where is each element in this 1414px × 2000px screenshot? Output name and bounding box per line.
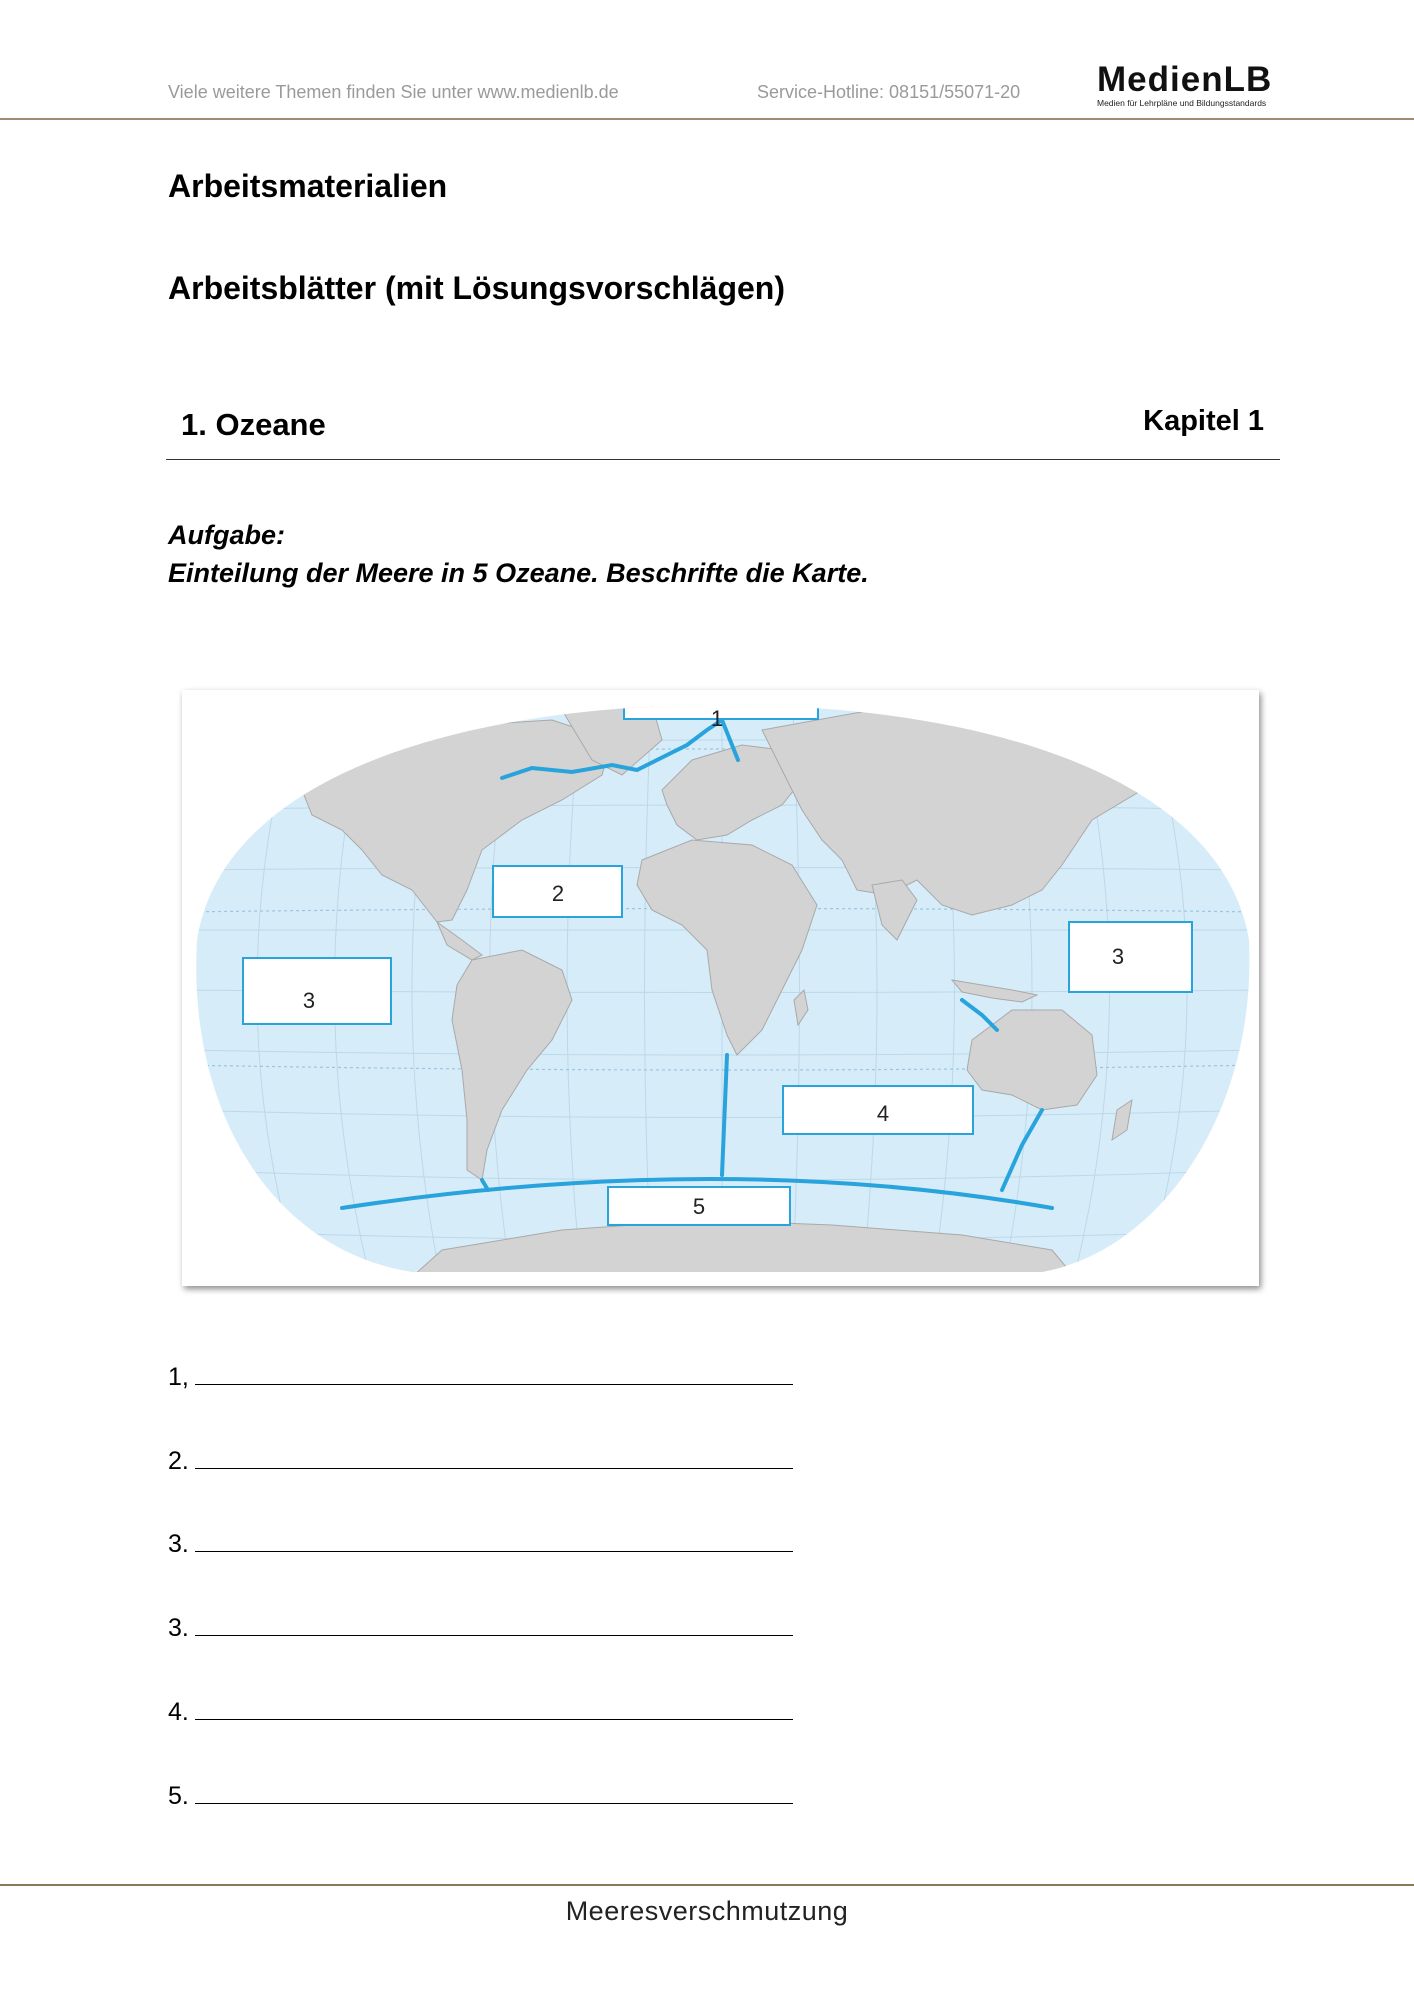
answer-line-1[interactable] (168, 1362, 793, 1392)
answer-blank[interactable] (195, 1613, 793, 1636)
map-label-4: 4 (876, 1101, 890, 1126)
footer-title: Meeresverschmutzung (565, 1896, 849, 1926)
chapter-title: 1. Ozeane (181, 407, 326, 442)
map-label-5: 5 (692, 1194, 706, 1219)
map-label-3-right: 3 (1111, 944, 1125, 969)
label-box-3-right (1069, 922, 1192, 992)
answer-blank[interactable] (195, 1781, 793, 1804)
world-map (182, 690, 1259, 1286)
page-title: Arbeitsmaterialien (168, 168, 448, 204)
task-instruction: Einteilung der Meere in 5 Ozeane. Beschrifte die Karte. (168, 558, 869, 588)
answer-number: 3. (168, 1614, 189, 1642)
answer-blank[interactable] (195, 1529, 793, 1552)
answer-line-2[interactable] (168, 1446, 793, 1476)
page-subtitle: Arbeitsblätter (mit Lösungsvorschlägen) (168, 270, 785, 306)
answer-line-3b[interactable] (168, 1613, 793, 1643)
answer-number: 4. (168, 1698, 189, 1726)
chapter-divider (166, 459, 1280, 460)
chapter-number: Kapitel 1 (1143, 405, 1264, 437)
medienlb-logo (1097, 62, 1289, 108)
footer-divider (0, 1884, 1414, 1886)
answer-line-3a[interactable] (168, 1529, 793, 1559)
answer-line-4[interactable] (168, 1697, 793, 1727)
answer-number: 3. (168, 1530, 189, 1558)
answer-number: 2. (168, 1447, 189, 1475)
arctic-boundary-east (1042, 730, 1062, 745)
answer-blank[interactable] (195, 1697, 793, 1720)
label-box-3-left (243, 958, 391, 1024)
header-website-text: Viele weitere Themen finden Sie unter www.medienlb.de (168, 82, 619, 102)
answer-line-5[interactable] (168, 1781, 793, 1811)
answer-number: 1, (168, 1363, 189, 1391)
world-map-graphic (182, 690, 1259, 1286)
map-label-3-left: 3 (302, 988, 316, 1013)
answer-blank[interactable] (195, 1446, 793, 1469)
answer-blank[interactable] (195, 1362, 793, 1385)
map-label-1: 1 (710, 706, 724, 731)
task-label: Aufgabe: (168, 520, 285, 550)
logo-tagline: Medien für Lehrpläne und Bildungsstandards (1097, 98, 1267, 108)
globe-group (182, 690, 1259, 1286)
header-hotline-text: Service-Hotline: 08151/55071-20 (757, 82, 1021, 102)
answer-number: 5. (168, 1782, 189, 1810)
header-divider (0, 118, 1414, 120)
map-label-2: 2 (551, 881, 565, 906)
logo-wordmark: MedienLB (1097, 60, 1273, 99)
